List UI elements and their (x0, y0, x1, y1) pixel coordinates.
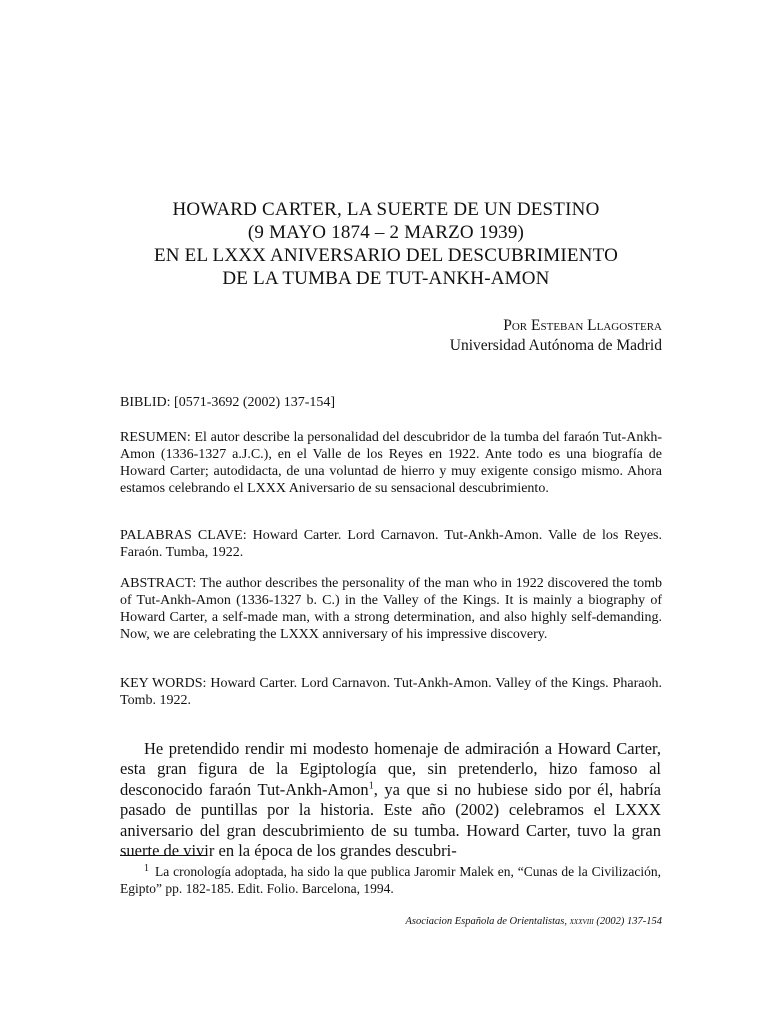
palabras-clave-paragraph: PALABRAS CLAVE: Howard Carter. Lord Carnavon. Tut-Ankh-Amon. Valle de los Reyes. Faraón. Tumba, 1922. (120, 528, 662, 560)
footer-volume: xxxviii (569, 916, 594, 927)
article-title (120, 198, 652, 290)
body-text-part-2: , ya que si no hubiese sido por él, habría pasado de puntillas por la historia. Este año (2002) celebramos el LXXX aniversario del gran descubrimiento de su tumba. Howard Carter, tuvo la gran suerte de vivir en la época de los grandes descubri- (120, 779, 661, 861)
author-affiliation: Universidad Autónoma de Madrid (449, 337, 662, 354)
title-line-4: DE LA TUMBA DE TUT-ANKH-AMON (222, 268, 550, 289)
abstract-paragraph: ABSTRACT: The author describes the personality of the man who in 1922 discovered the tomb of Tut-Ankh-Amon (1336-1327 b. C.) in the Valley of the Kings. It is mainly a biography of Howard Carter, a self-made man, with a strong determination, and also highly self-demanding. Now, we are celebrating the LXXX anniversary of his impressive discovery. (120, 576, 662, 642)
author-block (450, 316, 662, 356)
title-line-1: HOWARD CARTER, LA SUERTE DE UN DESTINO (172, 199, 600, 220)
author-byline: Por Esteban Llagostera (503, 317, 662, 334)
title-line-2: (9 MAYO 1874 – 2 MARZO 1939) (247, 222, 525, 243)
footer-journal: Asociacion Española de Orientalistas, (405, 916, 568, 927)
footnote-divider (120, 855, 206, 856)
footer-issue: (2002) 137-154 (596, 916, 662, 927)
footnote-reference[interactable]: 1 (368, 780, 374, 792)
footnote-text: La cronología adoptada, ha sido la que publica Jaromir Malek en, “Cunas de la Civilización, Egipto” pp. 182-185. Edit. Folio. Barcelona, 1994. (120, 864, 661, 896)
footnote (120, 863, 661, 897)
running-footer (405, 916, 662, 927)
body-text-part-1: He pretendido rendir mi modesto homenaje de admiración a Howard Carter, esta gran figura de la Egiptología que, sin pretenderlo, hizo famoso al desconocido faraón Tut-Ankh-Amon (120, 739, 661, 799)
biblid: BIBLID: [0571-3692 (2002) 137-154] (120, 395, 336, 410)
key-words-paragraph: KEY WORDS: Howard Carter. Lord Carnavon. Tut-Ankh-Amon. Valley of the Kings. Pharaoh. Tomb. 1922. (120, 676, 662, 708)
body-paragraph (120, 739, 661, 861)
title-line-3: EN EL LXXX ANIVERSARIO DEL DESCUBRIMIENTO (153, 245, 618, 266)
resumen-paragraph: RESUMEN: El autor describe la personalidad del descubridor de la tumba del faraón Tut-Ankh-Amon (1336-1327 a.J.C.), en el Valle de los Reyes en 1922. Ante todo es una biografía de Howard Carter; autodidacta, de una voluntad de hierro y muy exigente consigo mismo. Ahora estamos celebrando el LXXX Aniversario de su sensacional descubrimiento. (120, 430, 662, 496)
footnote-number: 1 (144, 862, 149, 874)
